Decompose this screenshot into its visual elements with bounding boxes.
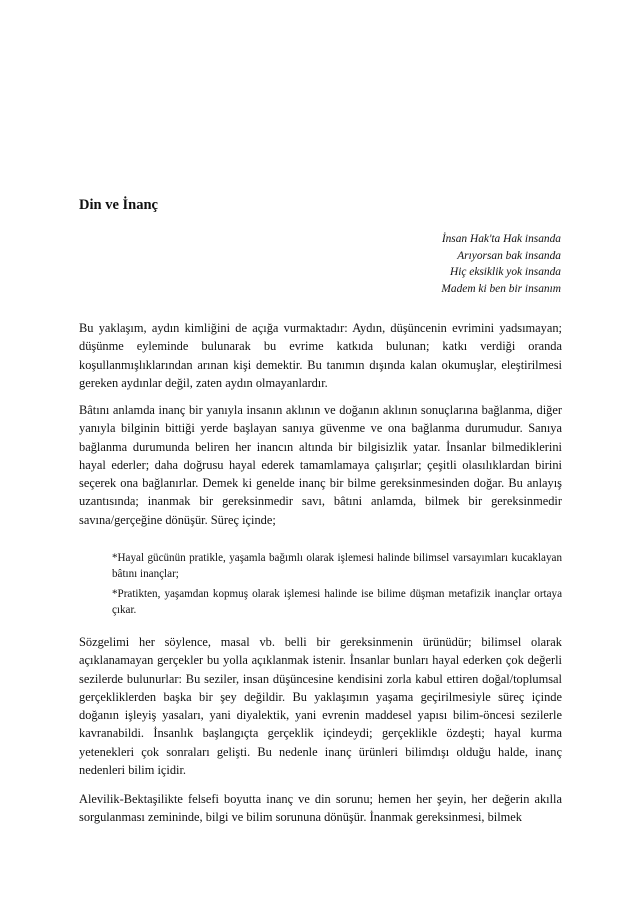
epigraph-line: Arıyorsan bak insanda <box>457 249 561 262</box>
epigraph-poem <box>441 231 561 297</box>
paragraph: Bâtını anlamda inanç bir yanıyla insanın aklının ve doğanın aklının sonuçlarına bağlanma, diğer yanıyla bilginin bittiği yerde başlayan sanıya güvenme ve ona bağlanma durumudur. Sanıya bağlanma durumunda beliren her inancın altında bir bilgisizlik yatar. İnsanlar bilmediklerini hayal ederler; daha doğrusu hayal ederek tamamlamaya çalışırlar; çeşitli olasılıklardan birini seçerek ona bağlanırlar. Demek ki genelde inanç bir bilme gereksinmesinden doğar. Bu anlayış uzantısında; inanmak bir gereksinmedir savı, bâtıni anlamda, bilmek bir gereksinmedir savına/gerçeğine dönüşür. Süreç içinde; <box>79 403 562 527</box>
footnote-item: *Hayal gücünün pratikle, yaşamla bağımlı olarak işlemesi halinde bilimsel varsayımları kucaklayan bâtını inançlar; <box>112 552 562 580</box>
document-title: Din ve İnanç <box>79 197 158 213</box>
paragraph: Bu yaklaşım, aydın kimliğini de açığa vurmaktadır: Aydın, düşüncenin evrimini yadsımayan; düşünme eyleminde bulunarak bu evrime katkıda bulunan; katkı verdiği oranda koşullanmışlıklarından arınan kişi demektir. Bu tanımın dışında kalan okumuşlar, eleştirilmesi gereken aydınlar değil, zaten aydın olmayanlardır. <box>79 321 562 390</box>
epigraph-line: Madem ki ben bir insanım <box>441 282 561 295</box>
paragraph: Sözgelimi her söylence, masal vb. belli bir gereksinmenin ürünüdür; bilimsel olarak açıklanamayan gerçekler bu yolla açıklanmak istenir. İnsanlar bunları hayal ederken çok değerli sezilerde bulunurlar: Bu seziler, insan düşüncesine kendisini zorla kabul ettiren doğal/toplumsal gerçekliklerden başka bir şey değildir. Bu yaklaşımın yaşama geçirilmesiyle süreç içinde doğanın işleyiş yasaları, yani diyalektik, yani evrenin maddesel yapısı bilim-öncesi sezilerle kavranabildi. İnsanlık başlangıçta gerçeklik içindeydi; gerçeklikle özdeşti; hayal kurma yetenekleri çok sonraları gelişti. Bu nedenle inanç ürünleri bilimdışı olduğu halde, inanç nedenleri bilim içidir. <box>79 635 562 778</box>
epigraph-line: İnsan Hak'ta Hak insanda <box>441 233 561 245</box>
epigraph-line: Hiç eksiklik yok insanda <box>449 266 561 279</box>
paragraph: Alevilik-Bektaşilikte felsefi boyutta inanç ve din sorunu; hemen her şeyin, her değerin akılla sorgulanması zemininde, bilgi ve bilim sorununa dönüşür. İnanmak gereksinmesi, bilmek <box>79 792 562 825</box>
footnote-list <box>112 551 562 623</box>
footnote-item: *Pratikten, yaşamdan kopmuş olarak işlemesi halinde ise bilime düşman metafizik inançlar ortaya çıkar. <box>112 588 562 616</box>
